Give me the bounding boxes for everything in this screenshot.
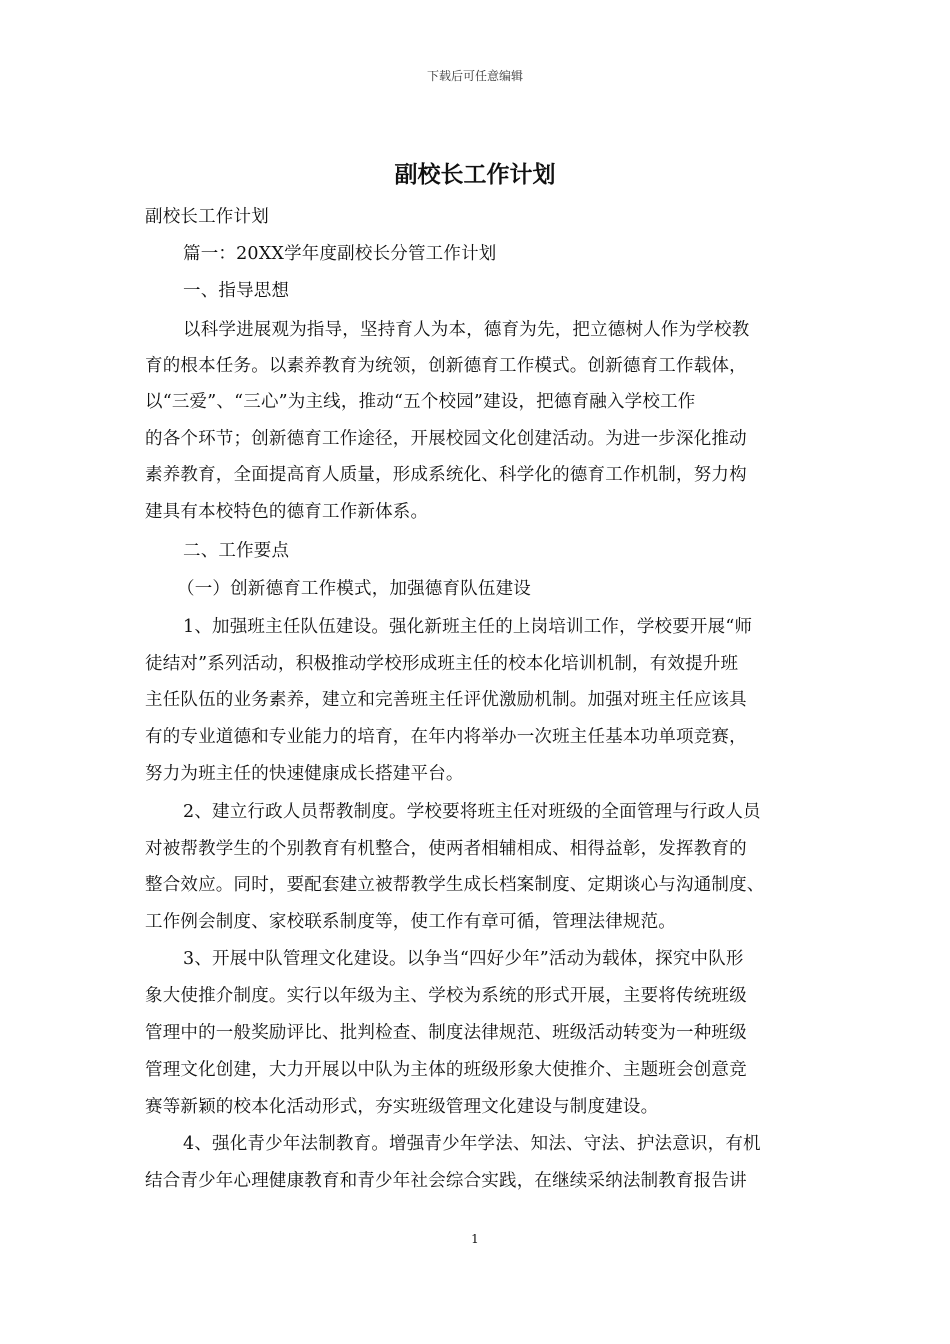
chapter-heading: 篇一：20XX学年度副校长分管工作计划 [183, 244, 497, 264]
paragraph-line: 整合效应。同时，要配套建立被帮教学生成长档案制度、定期谈心与沟通制度、 [145, 875, 765, 895]
paragraph-line: 育的根本任务。以素养教育为统领，创新德育工作模式。创新德育工作载体， [145, 356, 747, 376]
header-note: 下载后可任意编辑 [426, 69, 523, 83]
section-heading-2: 二、工作要点 [183, 541, 290, 561]
paragraph-line: 4、强化青少年法制教育。增强青少年学法、知法、守法、护法意识，有机 [183, 1134, 761, 1154]
paragraph-line: 努力为班主任的快速健康成长搭建平台。 [145, 764, 464, 784]
paragraph-line: 2、建立行政人员帮教制度。学校要将班主任对班级的全面管理与行政人员 [183, 802, 761, 822]
paragraph-line: 3、开展中队管理文化建设。以争当“四好少年”活动为载体，探究中队形 [183, 949, 744, 969]
paragraph-line: 工作例会制度、家校联系制度等，使工作有章可循，管理法律规范。 [145, 912, 676, 932]
paragraph-line: 的各个环节；创新德育工作途径，开展校园文化创建活动。为进一步深化推动 [145, 429, 747, 449]
paragraph-line: 1、加强班主任队伍建设。强化新班主任的上岗培训工作，学校要开展“师 [183, 617, 753, 637]
paragraph-line: 有的专业道德和专业能力的培育，在年内将举办一次班主任基本功单项竞赛， [145, 727, 747, 747]
paragraph-line: 结合青少年心理健康教育和青少年社会综合实践，在继续采纳法制教育报告讲 [145, 1171, 747, 1191]
paragraph-line: 管理中的一般奖励评比、批判检查、制度法律规范、班级活动转变为一种班级 [145, 1023, 747, 1043]
paragraph-line: 管理文化创建，大力开展以中队为主体的班级形象大使推介、主题班会创意竞 [145, 1060, 747, 1080]
paragraph-line: 徒结对”系列活动，积极推动学校形成班主任的校本化培训机制，有效提升班 [145, 654, 739, 674]
paragraph-line: 以科学进展观为指导，坚持育人为本，德育为先，把立德树人作为学校教 [183, 320, 750, 340]
paragraph-line: 赛等新颖的校本化活动形式，夯实班级管理文化建设与制度建设。 [145, 1097, 659, 1117]
paragraph-line: 以“三爱”、“三心”为主线，推动“五个校园”建设，把德育融入学校工作 [145, 392, 696, 412]
subsection-heading-1: （一）创新德育工作模式，加强德育队伍建设 [177, 579, 531, 599]
paragraph-line: 象大使推介制度。实行以年级为主、学校为系统的形式开展，主要将传统班级 [145, 986, 747, 1006]
paragraph-line: 对被帮教学生的个别教育有机整合，使两者相辅相成、相得益彰，发挥教育的 [145, 839, 747, 859]
page-number: 1 [471, 1232, 479, 1246]
subtitle-line: 副校长工作计划 [145, 207, 269, 227]
section-heading-1: 一、指导思想 [183, 281, 290, 301]
document-title: 副校长工作计划 [394, 162, 556, 188]
paragraph-line: 建具有本校特色的德育工作新体系。 [145, 502, 429, 522]
paragraph-line: 素养教育，全面提高育人质量，形成系统化、科学化的德育工作机制，努力构 [145, 465, 747, 485]
paragraph-line: 主任队伍的业务素养，建立和完善班主任评优激励机制。加强对班主任应该具 [145, 690, 747, 710]
